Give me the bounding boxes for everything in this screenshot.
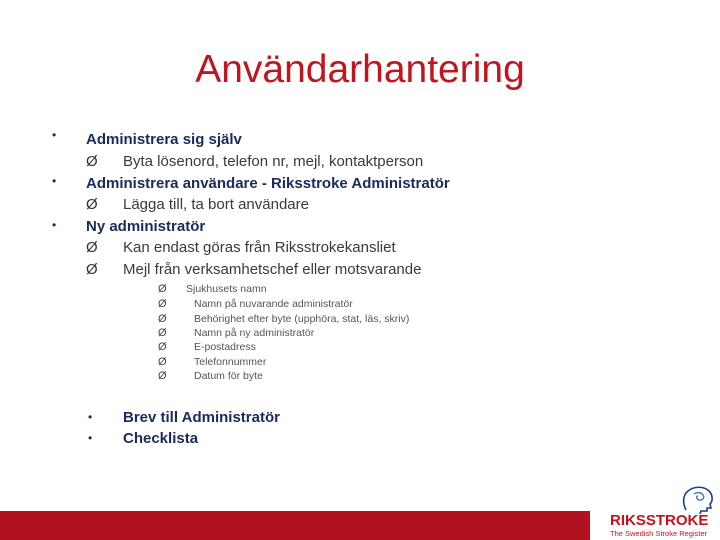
sub-item: Lägga till, ta bort användare	[123, 196, 309, 213]
bullet-marker: •	[52, 218, 57, 232]
bullet-marker: •	[88, 410, 93, 424]
bullet-marker: •	[52, 128, 57, 142]
detail-item: Telefonnummer	[194, 356, 267, 368]
slide-title: Användarhantering	[195, 48, 525, 91]
sub-item: Kan endast göras från Riksstrokekansliet	[123, 239, 396, 256]
bullet-marker: •	[88, 431, 93, 445]
arrow-bullet-icon: Ø	[158, 356, 167, 368]
extra-item: Brev till Administratör	[123, 409, 280, 426]
detail-item: Namn på nuvarande administratör	[194, 298, 353, 310]
arrow-bullet-icon: Ø	[158, 298, 167, 310]
sub-item: Mejl från verksamhetschef eller motsvarande	[123, 261, 422, 278]
arrow-bullet-icon: Ø	[86, 196, 98, 213]
detail-item: E-postadress	[194, 341, 256, 353]
detail-item: Datum för byte	[194, 370, 263, 382]
detail-item: Namn på ny administratör	[194, 327, 315, 339]
footer-bar	[0, 511, 590, 540]
detail-item: Sjukhusets namn	[186, 283, 267, 295]
arrow-bullet-icon: Ø	[86, 261, 98, 278]
arrow-bullet-icon: Ø	[158, 370, 167, 382]
arrow-bullet-icon: Ø	[158, 341, 167, 353]
arrow-bullet-icon: Ø	[158, 283, 167, 295]
sub-item: Byta lösenord, telefon nr, mejl, kontaktperson	[123, 153, 424, 170]
bullet-marker: •	[52, 174, 57, 188]
item-heading: Ny administratör	[86, 218, 206, 235]
arrow-bullet-icon: Ø	[158, 327, 167, 339]
extra-item: Checklista	[123, 430, 199, 447]
logo-name: RIKSSTROKE	[610, 512, 709, 529]
head-profile-icon	[680, 484, 716, 514]
logo-tagline: The Swedish Stroke Register	[610, 529, 708, 538]
arrow-bullet-icon: Ø	[158, 313, 167, 325]
item-heading: Administrera sig själv	[86, 131, 242, 148]
item-heading: Administrera användare - Riksstroke Administratör	[86, 175, 450, 192]
detail-item: Behörighet efter byte (upphöra, stat, läs, skriv)	[194, 313, 410, 325]
arrow-bullet-icon: Ø	[86, 239, 98, 256]
riksstroke-logo	[596, 482, 720, 540]
arrow-bullet-icon: Ø	[86, 153, 98, 170]
